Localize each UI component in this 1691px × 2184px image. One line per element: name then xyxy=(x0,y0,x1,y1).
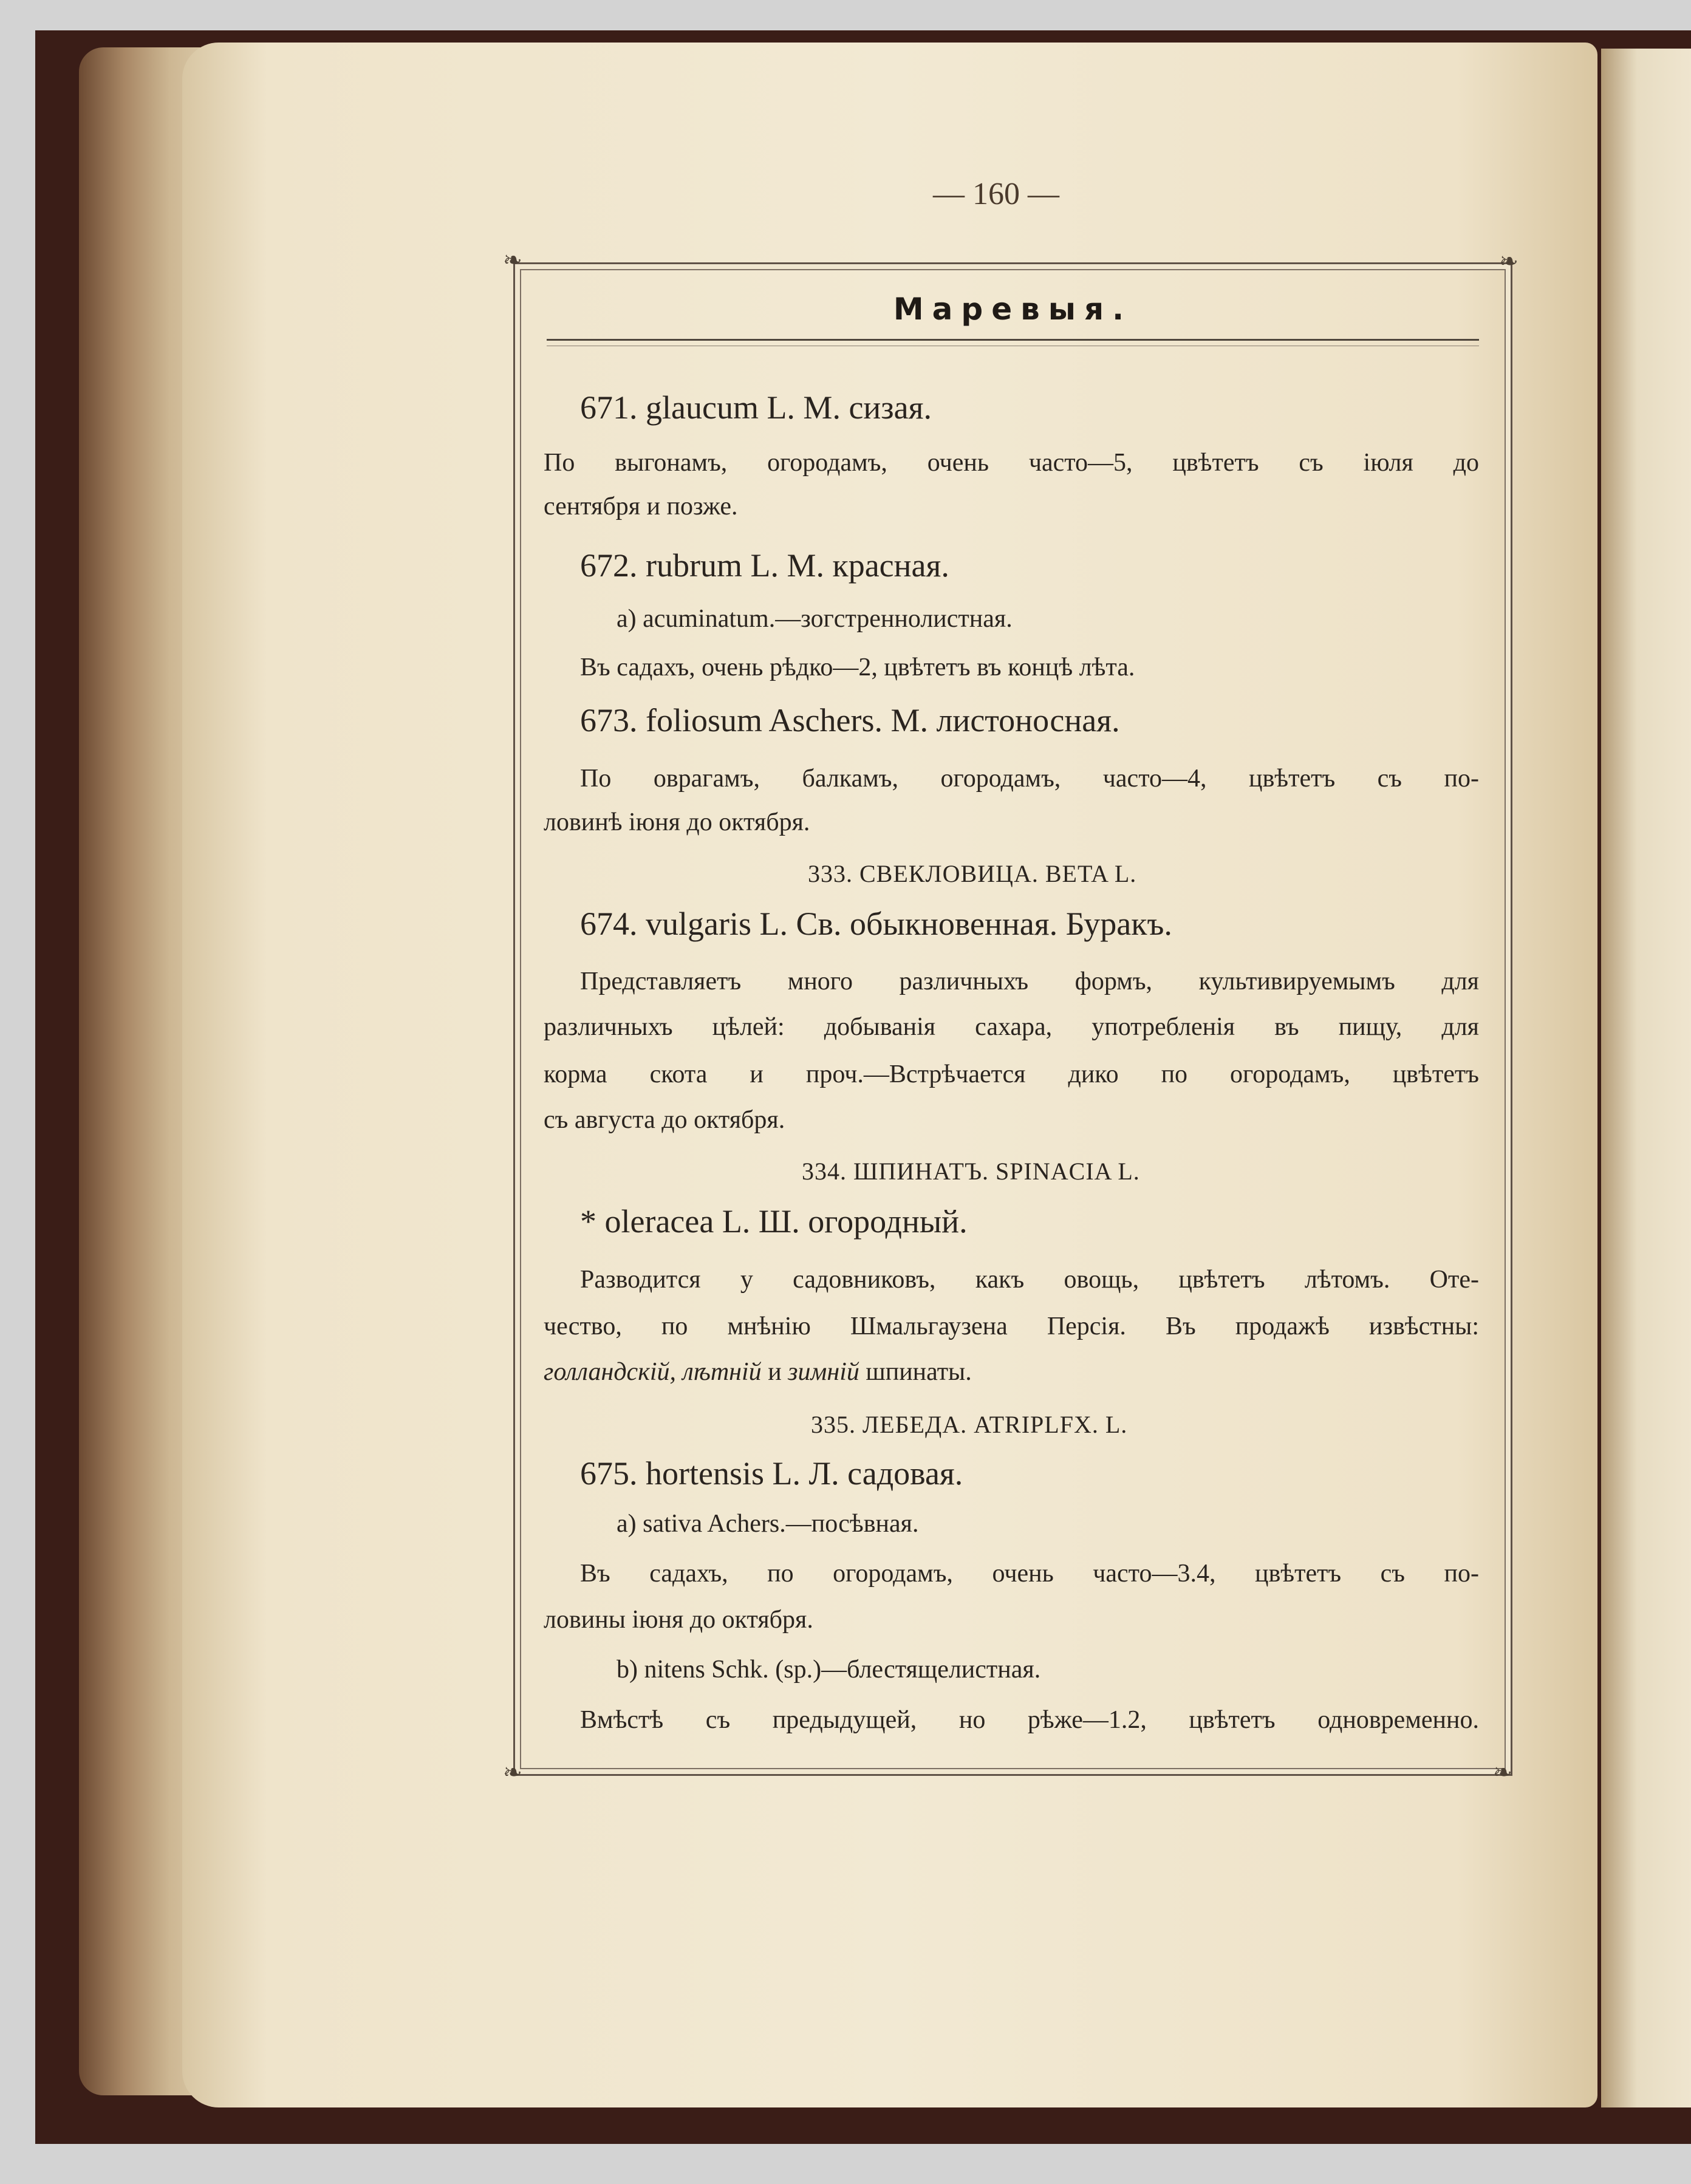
entry-674-text: различныхъ цѣлей: добыванія сахара, употребленія въ пищу, для xyxy=(544,1013,1479,1041)
entry-675-text: Вмѣстѣ съ предыдущей, но рѣже—1.2, цвѣтетъ одновременно. xyxy=(580,1706,1479,1734)
entry-671-text: По выгонамъ, огородамъ, очень часто—5, цвѣтетъ съ іюля до xyxy=(544,449,1479,477)
entry-675-text: Въ садахъ, по огородамъ, очень часто—3.4, цвѣтетъ съ по- xyxy=(580,1560,1479,1588)
entry-673-text: ловинѣ іюня до октября. xyxy=(544,808,810,836)
entry-spinach-heading: * oleracea L. Ш. огородный. xyxy=(580,1203,968,1240)
corner-ornament-icon: ❧ xyxy=(503,1760,522,1786)
spinach-variety-names: голландскій, лѣтній xyxy=(544,1358,762,1386)
entry-spinach-text xyxy=(544,1357,972,1387)
spinach-variety-winter: зимній xyxy=(788,1358,859,1386)
genus-heading-335: 335. ЛЕБЕДА. ATRIPLFX. L. xyxy=(811,1411,1128,1438)
entry-674-heading: 674. vulgaris L. Св. обыкновенная. Буракъ. xyxy=(580,906,1172,942)
entry-671-text: сентября и позже. xyxy=(544,493,738,520)
entry-674-text: съ августа до октября. xyxy=(544,1106,785,1134)
entry-spinach-text: Разводится у садовниковъ, какъ овощь, цвѣтетъ лѣтомъ. Оте- xyxy=(580,1266,1479,1294)
entry-672-heading: 672. rubrum L. M. красная. xyxy=(580,547,949,584)
section-title: Маревыя. xyxy=(893,292,1133,327)
entry-675-variety-b: b) nitens Schk. (sp.)—блестящелистная. xyxy=(617,1656,1041,1684)
genus-heading-333: 333. СВЕКЛОВИЦА. BETA L. xyxy=(808,860,1137,887)
entry-673-text: По оврагамъ, балкамъ, огородамъ, часто—4, цвѣтетъ съ по- xyxy=(580,765,1479,793)
entry-671-heading: 671. glaucum L. M. сизая. xyxy=(580,389,932,426)
entry-674-text: корма скота и проч.—Встрѣчается дико по огородамъ, цвѣтетъ xyxy=(544,1060,1479,1088)
spinach-tail: шпинаты. xyxy=(859,1358,972,1386)
page-number: — 160 — xyxy=(933,177,1059,211)
corner-ornament-icon: ❧ xyxy=(1499,249,1518,275)
corner-ornament-icon: ❧ xyxy=(503,248,522,273)
title-rule xyxy=(547,339,1479,346)
entry-674-text: Представляетъ много различныхъ формъ, культивируемымъ для xyxy=(580,967,1479,995)
entry-672-variety: a) acuminatum.—зогстреннолистная. xyxy=(617,605,1013,633)
adjacent-page xyxy=(1601,49,1691,2107)
spinach-connector: и xyxy=(761,1358,788,1386)
entry-spinach-text: чество, по мнѣнію Шмальгаузена Персія. Въ продажѣ извѣстны: xyxy=(544,1312,1479,1340)
genus-heading-334: 334. ШПИНАТЪ. SPINACIA L. xyxy=(802,1158,1140,1185)
entry-675-variety-a: a) sativa Achers.—посѣвная. xyxy=(617,1510,919,1538)
entry-675-heading: 675. hortensis L. Л. садовая. xyxy=(580,1455,963,1492)
entry-675-text: ловины іюня до октября. xyxy=(544,1606,813,1634)
entry-673-heading: 673. foliosum Aschers. M. листоносная. xyxy=(580,702,1120,739)
corner-ornament-icon: ❧ xyxy=(1493,1760,1512,1786)
entry-672-text: Въ садахъ, очень рѣдко—2, цвѣтетъ въ концѣ лѣта. xyxy=(580,653,1135,681)
